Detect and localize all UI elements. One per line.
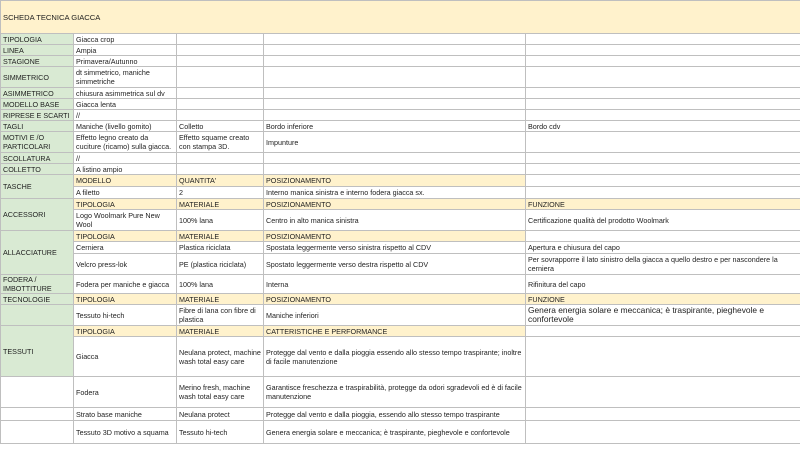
tasche-posizionamento[interactable]: Interno manica sinistra e interno fodera giacca sx.: [264, 187, 526, 199]
cell-empty[interactable]: [1, 421, 74, 444]
allacciature-tipologia[interactable]: Velcro press-lok: [74, 254, 177, 275]
label-motivi[interactable]: MOTIVI E /O PARTICOLARI: [1, 132, 74, 153]
label-empty[interactable]: [1, 305, 74, 326]
allacciature-header-materiale[interactable]: MATERIALE: [177, 231, 264, 242]
label-stagione[interactable]: STAGIONE: [1, 56, 74, 67]
tessuti-tipologia[interactable]: Strato base maniche: [74, 408, 177, 421]
label-riprese[interactable]: RIPRESE E SCARTI: [1, 110, 74, 121]
cell-empty[interactable]: [1, 377, 74, 408]
cell-empty[interactable]: [264, 34, 526, 45]
tecnologie-header-posizionamento[interactable]: POSIZIONAMENTO: [264, 294, 526, 305]
fodera-materiale[interactable]: 100% lana: [177, 275, 264, 294]
tessuti-tipologia[interactable]: Giacca: [74, 337, 177, 377]
tessuti-tipologia[interactable]: Fodera: [74, 377, 177, 408]
label-tagli[interactable]: TAGLI: [1, 121, 74, 132]
value-colletto[interactable]: A listino ampio: [74, 164, 177, 175]
tecnologie-header-materiale[interactable]: MATERIALE: [177, 294, 264, 305]
tasche-header-modello[interactable]: MODELLO: [74, 175, 177, 187]
cell-empty[interactable]: [177, 34, 264, 45]
cell-empty[interactable]: [526, 164, 800, 175]
allacciature-materiale[interactable]: Plastica riciclata: [177, 242, 264, 254]
value-tagli-1[interactable]: Maniche (livello gomito): [74, 121, 177, 132]
cell-empty[interactable]: [264, 164, 526, 175]
cell-empty[interactable]: [264, 56, 526, 67]
value-stagione[interactable]: Primavera/Autunno: [74, 56, 177, 67]
allacciature-materiale[interactable]: PE (plastica riciclata): [177, 254, 264, 275]
row-tessuti-1: [1, 337, 800, 377]
tasche-modello[interactable]: A filetto: [74, 187, 177, 199]
cell-empty[interactable]: [526, 56, 800, 67]
cell-empty[interactable]: [526, 421, 800, 444]
label-fodera[interactable]: FODERA / IMBOTTITURE: [1, 275, 74, 294]
tessuti-caratteristiche[interactable]: Garantisce freschezza e traspirabilità, protegge da odori sgradevoli ed è di facile manutenzione: [264, 377, 526, 408]
cell-empty[interactable]: [526, 377, 800, 408]
cell-empty[interactable]: [526, 34, 800, 45]
accessori-header-materiale[interactable]: MATERIALE: [177, 199, 264, 210]
row-allacciature-2: [1, 254, 800, 275]
cell-empty[interactable]: [177, 67, 264, 88]
row-accessori-header: [1, 199, 800, 210]
fodera-posizionamento[interactable]: Interna: [264, 275, 526, 294]
label-modello-base[interactable]: MODELLO BASE: [1, 99, 74, 110]
cell-empty[interactable]: [264, 110, 526, 121]
cell-empty[interactable]: [526, 132, 800, 153]
fodera-tipologia[interactable]: Fodera per maniche e giacca: [74, 275, 177, 294]
tecnologie-funzione[interactable]: Genera energia solare e meccanica; è traspirante, pieghevole e confortevole: [526, 305, 800, 326]
value-riprese[interactable]: //: [74, 110, 177, 121]
value-motivi-3[interactable]: Impunture: [264, 132, 526, 153]
label-tipologia[interactable]: TIPOLOGIA: [1, 34, 74, 45]
tasche-header-posizionamento[interactable]: POSIZIONAMENTO: [264, 175, 526, 187]
cell-empty[interactable]: [526, 175, 800, 187]
cell-empty[interactable]: [526, 99, 800, 110]
cell-empty[interactable]: [526, 408, 800, 421]
allacciature-posizionamento[interactable]: Spostato leggermente verso destra rispetto al CDV: [264, 254, 526, 275]
cell-empty[interactable]: [526, 326, 800, 337]
allacciature-header-tipologia[interactable]: TIPOLOGIA: [74, 231, 177, 242]
cell-empty[interactable]: [177, 153, 264, 164]
row-motivi: [1, 132, 800, 153]
tessuti-tipologia[interactable]: Tessuto 3D motivo a squama: [74, 421, 177, 444]
row-tecnologie-header: [1, 294, 800, 305]
tasche-quantita[interactable]: 2: [177, 187, 264, 199]
row-fodera: [1, 275, 800, 294]
cell-empty[interactable]: [526, 187, 800, 199]
label-allacciature[interactable]: ALLACCIATURE: [1, 231, 74, 275]
row-asimmetrico: [1, 88, 800, 99]
row-linea: [1, 45, 800, 56]
row-tessuti-2: [1, 377, 800, 408]
row-tecnologie: [1, 305, 800, 326]
label-tasche[interactable]: TASCHE: [1, 175, 74, 199]
accessori-materiale[interactable]: 100% lana: [177, 210, 264, 231]
cell-empty[interactable]: [177, 99, 264, 110]
tessuti-caratteristiche[interactable]: Protegge dal vento e dalla pioggia essendo allo stesso tempo traspirante; inoltre di facile manutenzione: [264, 337, 526, 377]
value-tagli-3[interactable]: Bordo inferiore: [264, 121, 526, 132]
tecnologie-materiale[interactable]: Fibre di lana con fibre di plastica: [177, 305, 264, 326]
value-tagli-4[interactable]: Bordo cdv: [526, 121, 800, 132]
cell-empty[interactable]: [526, 110, 800, 121]
accessori-tipologia[interactable]: Logo Woolmark Pure New Wool: [74, 210, 177, 231]
label-simmetrico[interactable]: SIMMETRICO: [1, 67, 74, 88]
tecnologie-header-funzione[interactable]: FUNZIONE: [526, 294, 800, 305]
value-tagli-2[interactable]: Colletto: [177, 121, 264, 132]
label-colletto[interactable]: COLLETTO: [1, 164, 74, 175]
row-colletto: [1, 164, 800, 175]
value-tipologia[interactable]: Giacca crop: [74, 34, 177, 45]
cell-empty[interactable]: [526, 231, 800, 242]
row-tasche: [1, 187, 800, 199]
tessuti-header-materiale[interactable]: MATERIALE: [177, 326, 264, 337]
label-asimmetrico[interactable]: ASIMMETRICO: [1, 88, 74, 99]
row-tessuti-3: [1, 408, 800, 421]
row-tipologia: [1, 34, 800, 45]
label-tessuti[interactable]: TESSUTI: [1, 326, 74, 377]
row-tessuti-4: [1, 421, 800, 444]
cell-empty[interactable]: [526, 67, 800, 88]
allacciature-funzione[interactable]: Per sovrapporre il lato sinistro della giacca a quello destro e per nascondere la cerniera: [526, 254, 800, 275]
row-riprese: [1, 110, 800, 121]
value-motivi-1[interactable]: Effetto legno creato da cuciture (ricamo) sulla giacca.: [74, 132, 177, 153]
cell-empty[interactable]: [1, 408, 74, 421]
tecnologie-posizionamento[interactable]: Maniche inferiori: [264, 305, 526, 326]
tessuti-materiale[interactable]: Tessuto hi-tech: [177, 421, 264, 444]
tessuti-header-caratteristiche[interactable]: CATTERISTICHE E PERFORMANCE: [264, 326, 526, 337]
row-accessori: [1, 210, 800, 231]
label-tecnologie[interactable]: TECNOLOGIE: [1, 294, 74, 305]
row-scollatura: [1, 153, 800, 164]
value-scollatura[interactable]: //: [74, 153, 177, 164]
accessori-funzione[interactable]: Certificazione qualità del prodotto Woolmark: [526, 210, 800, 231]
label-accessori[interactable]: ACCESSORI: [1, 199, 74, 231]
label-linea[interactable]: LINEA: [1, 45, 74, 56]
cell-empty[interactable]: [177, 45, 264, 56]
cell-empty[interactable]: [526, 153, 800, 164]
cell-empty[interactable]: [264, 45, 526, 56]
row-allacciature-header: [1, 231, 800, 242]
tessuti-caratteristiche[interactable]: Protegge dal vento e dalla pioggia, essendo allo stesso tempo traspirante: [264, 408, 526, 421]
allacciature-posizionamento[interactable]: Spostata leggermente verso sinistra rispetto al CDV: [264, 242, 526, 254]
cell-empty[interactable]: [177, 88, 264, 99]
row-simmetrico: [1, 67, 800, 88]
tessuti-materiale[interactable]: Neulana protect: [177, 408, 264, 421]
allacciature-header-posizionamento[interactable]: POSIZIONAMENTO: [264, 231, 526, 242]
value-modello-base[interactable]: Giacca lenta: [74, 99, 177, 110]
value-motivi-2[interactable]: Effetto squame creato con stampa 3D.: [177, 132, 264, 153]
title-row: [1, 1, 800, 34]
value-asimmetrico[interactable]: chiusura asimmetrica sul dv: [74, 88, 177, 99]
cell-empty[interactable]: [526, 45, 800, 56]
row-tagli: [1, 121, 800, 132]
accessori-header-tipologia[interactable]: TIPOLOGIA: [74, 199, 177, 210]
row-tessuti-header: [1, 326, 800, 337]
row-stagione: [1, 56, 800, 67]
row-modello-base: [1, 99, 800, 110]
tessuti-materiale[interactable]: Merino fresh, machine wash total easy care: [177, 377, 264, 408]
sheet-title: SCHEDA TECNICA GIACCA: [1, 1, 800, 34]
cell-empty[interactable]: [264, 99, 526, 110]
cell-empty[interactable]: [264, 88, 526, 99]
cell-empty[interactable]: [177, 164, 264, 175]
tecnologie-header-tipologia[interactable]: TIPOLOGIA: [74, 294, 177, 305]
cell-empty[interactable]: [177, 110, 264, 121]
row-tasche-header: [1, 175, 800, 187]
tessuti-materiale[interactable]: Neulana protect, machine wash total easy care: [177, 337, 264, 377]
cell-empty[interactable]: [526, 337, 800, 377]
tecnologie-tipologia[interactable]: Tessuto hi-tech: [74, 305, 177, 326]
allacciature-funzione[interactable]: Apertura e chiusura del capo: [526, 242, 800, 254]
tessuti-caratteristiche[interactable]: Genera energia solare e meccanica; è traspirante, pieghevole e confortevole: [264, 421, 526, 444]
tasche-header-quantita[interactable]: QUANTITA': [177, 175, 264, 187]
cell-empty[interactable]: [264, 153, 526, 164]
cell-empty[interactable]: [177, 56, 264, 67]
cell-empty[interactable]: [264, 67, 526, 88]
tessuti-header-tipologia[interactable]: TIPOLOGIA: [74, 326, 177, 337]
accessori-header-funzione[interactable]: FUNZIONE: [526, 199, 800, 210]
value-linea[interactable]: Ampia: [74, 45, 177, 56]
accessori-header-posizionamento[interactable]: POSIZIONAMENTO: [264, 199, 526, 210]
accessori-posizionamento[interactable]: Centro in alto manica sinistra: [264, 210, 526, 231]
fodera-funzione[interactable]: Rifinitura del capo: [526, 275, 800, 294]
value-simmetrico[interactable]: dt simmetrico, maniche simmetriche: [74, 67, 177, 88]
row-allacciature-1: [1, 242, 800, 254]
cell-empty[interactable]: [526, 88, 800, 99]
label-scollatura[interactable]: SCOLLATURA: [1, 153, 74, 164]
allacciature-tipologia[interactable]: Cerniera: [74, 242, 177, 254]
